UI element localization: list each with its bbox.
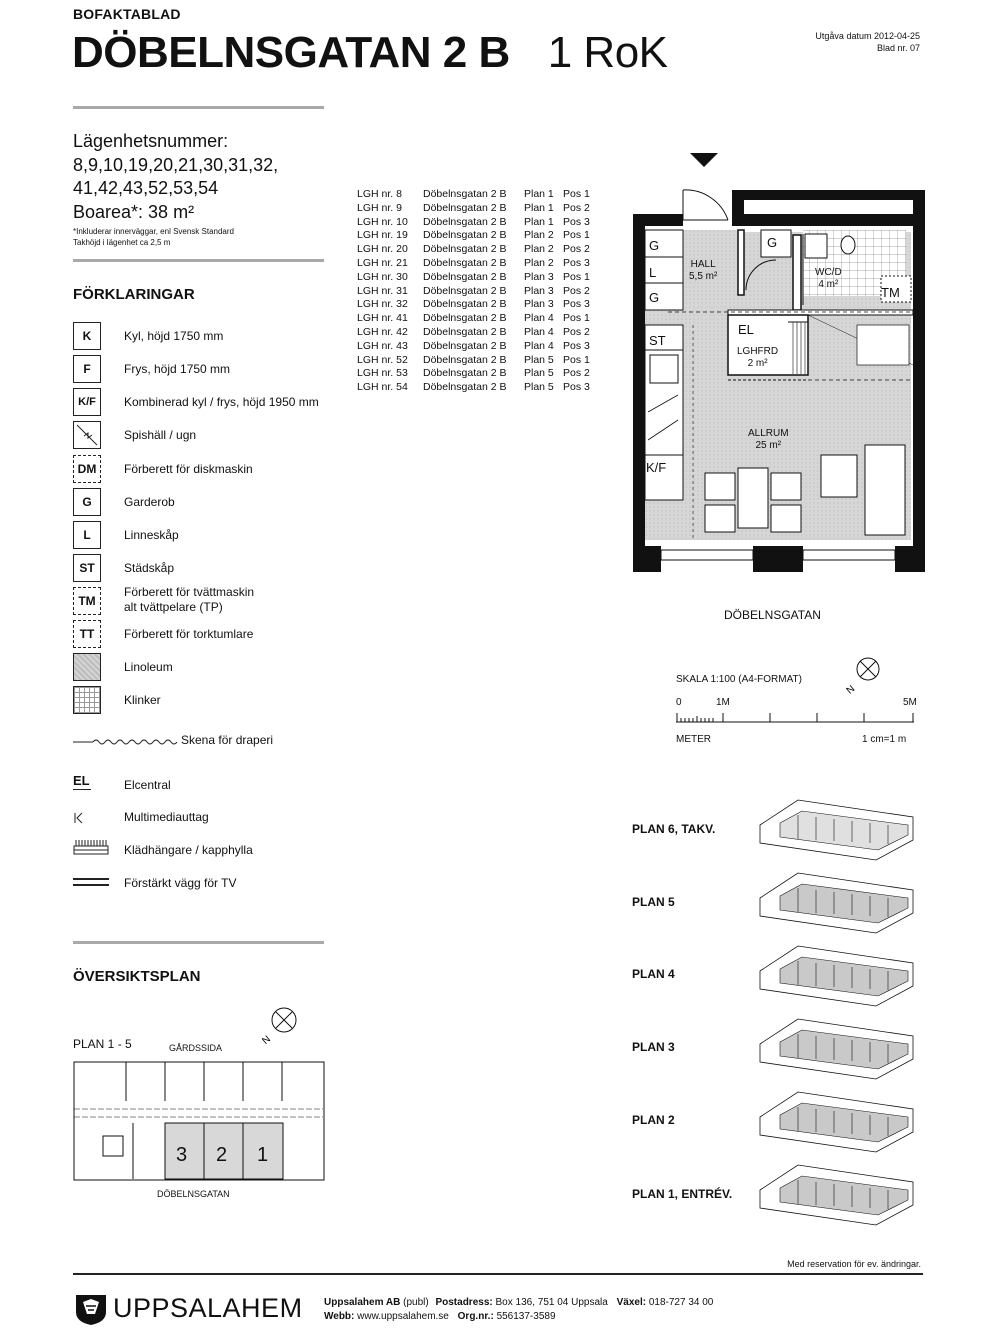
legend-code: TM <box>73 587 101 615</box>
apartment-list-row <box>357 285 590 299</box>
apartment-list-row <box>357 354 590 368</box>
apartment-list-pos: Pos 3 <box>563 298 590 311</box>
legend-title: FÖRKLARINGAR <box>73 286 195 303</box>
overview-street-label: DÖBELNSGATAN <box>157 1189 230 1199</box>
apartment-list-plan: Plan 4 <box>524 325 554 338</box>
elcentral-icon: EL <box>73 773 90 788</box>
apartment-list-pos: Pos 2 <box>563 325 590 338</box>
apartment-list-pos: Pos 1 <box>563 188 590 200</box>
scale-unit: METER <box>676 734 711 745</box>
legend-code: ST <box>73 554 101 582</box>
scale-zero: 0 <box>676 697 682 708</box>
apartment-list-pos: Pos 3 <box>563 215 590 228</box>
apartment-list-address: Döbelnsgatan 2 B <box>423 339 507 352</box>
apartment-list-pos: Pos 1 <box>563 353 590 366</box>
apartment-area: Boarea*: 38 m² <box>73 201 195 222</box>
sheet-number: Blad nr. 07 <box>876 43 920 53</box>
apartment-list-address: Döbelnsgatan 2 B <box>423 270 507 283</box>
apartment-info <box>73 130 278 224</box>
apartment-list-nr: LGH nr. 32 <box>357 298 408 311</box>
north-arrow-icon <box>846 653 886 698</box>
apartment-list-nr: LGH nr. 30 <box>357 270 408 283</box>
scale-bar <box>676 710 916 729</box>
reservation-note: Med reservation för ev. ändringar. <box>787 1259 921 1269</box>
apartment-list-plan: Plan 3 <box>524 298 554 311</box>
apartment-list-nr: LGH nr. 10 <box>357 215 408 228</box>
apartment-list-pos: Pos 2 <box>563 284 590 297</box>
scale-ratio: 1 cm=1 m <box>862 734 907 745</box>
hall-area: 5,5 m² <box>689 271 718 282</box>
apartment-list-row <box>357 312 590 326</box>
wc-name: WC/D <box>815 267 842 278</box>
legend-text: Spishäll / ugn <box>124 428 197 442</box>
plan-code-g: G <box>649 290 660 305</box>
legend-item-l <box>73 521 179 549</box>
uppsalahem-logo-icon <box>73 1292 109 1331</box>
apartment-list-row <box>357 340 590 354</box>
legend-text: Frys, höjd 1750 mm <box>124 362 231 376</box>
tv-wall-icon <box>73 878 109 886</box>
lghfrd-area: 2 m² <box>747 358 768 369</box>
floor-block <box>760 800 913 860</box>
apartment-list-row <box>357 257 590 271</box>
apartment-list-row <box>357 243 590 257</box>
apartment-list-row <box>357 216 590 230</box>
apartment-list-row <box>357 326 590 340</box>
legend-item-f <box>73 355 231 383</box>
divider <box>73 941 324 944</box>
apartment-list-address: Döbelnsgatan 2 B <box>423 284 507 297</box>
floor-label-2: PLAN 2 <box>632 1113 675 1127</box>
legend-text: Förberett för torktumlare <box>124 627 254 641</box>
scale-one: 1M <box>716 697 730 708</box>
overview-title: ÖVERSIKTSPLAN <box>73 968 201 985</box>
divider <box>73 106 324 109</box>
apartment-list-nr: LGH nr. 8 <box>357 188 402 200</box>
floor-label-5: PLAN 5 <box>632 895 675 909</box>
floor-block <box>760 1092 913 1152</box>
floor-isometric-stack <box>758 795 923 1220</box>
legend-text-line1: Förberett för tvättmaskin <box>124 585 255 599</box>
apartment-list-address: Döbelnsgatan 2 B <box>423 298 507 311</box>
issue-info <box>815 30 920 54</box>
courtyard-label: GÅRDSSIDA <box>169 1043 223 1053</box>
apartment-list-plan: Plan 1 <box>524 188 554 200</box>
apartment-list-address: Döbelnsgatan 2 B <box>423 353 507 366</box>
apartment-list-plan: Plan 2 <box>524 243 554 256</box>
legend-code: L <box>73 521 101 549</box>
page-title <box>72 28 668 78</box>
wc-area: 4 m² <box>818 279 839 290</box>
footer-org-label: Org.nr.: <box>457 1311 494 1322</box>
legend-item-tt <box>73 620 254 648</box>
legend-text: Garderob <box>124 495 175 509</box>
apartment-list-row <box>357 298 590 312</box>
floor-block <box>760 1165 913 1225</box>
apartment-numbers-line2: 41,42,43,52,53,54 <box>73 178 219 198</box>
hall-label <box>689 259 717 283</box>
apartment-list-plan: Plan 1 <box>524 201 554 214</box>
footer-contact <box>324 1296 713 1324</box>
apartment-list-address: Döbelnsgatan 2 B <box>423 367 507 380</box>
floor-label-4: PLAN 4 <box>632 967 675 981</box>
floor-label-6: PLAN 6, TAKV. <box>632 822 716 836</box>
apartment-list-nr: LGH nr. 21 <box>357 256 408 269</box>
legend-item-dm <box>73 455 253 483</box>
apartment-list-nr: LGH nr. 42 <box>357 325 408 338</box>
scale-five: 5M <box>903 697 917 708</box>
floor-plan <box>633 150 925 580</box>
apartment-list-row <box>357 202 590 216</box>
apartment-list-plan: Plan 5 <box>524 367 554 380</box>
apartment-list-plan: Plan 3 <box>524 284 554 297</box>
area-notes <box>73 226 234 248</box>
legend-text: Skena för draperi <box>181 733 274 747</box>
apartment-list-pos: Pos 2 <box>563 243 590 256</box>
plan-code-kf: K/F <box>646 460 667 475</box>
apartment-list-pos: Pos 2 <box>563 367 590 380</box>
legend-item-tm <box>73 585 255 615</box>
legend-text: Klädhängare / kapphylla <box>124 843 253 857</box>
legend-text: Förberett för diskmaskin <box>124 462 253 476</box>
plan-code-l: L <box>649 265 657 280</box>
apartment-numbers-label: Lägenhetsnummer: <box>73 131 229 151</box>
footer-postal-label: Postadress: <box>435 1297 493 1308</box>
apartment-list-plan: Plan 5 <box>524 381 554 394</box>
apartment-list-plan: Plan 2 <box>524 256 554 269</box>
apartment-list-row <box>357 188 590 202</box>
legend-item-kf <box>73 388 319 416</box>
floor-block <box>760 1019 913 1079</box>
apartment-list-address: Döbelnsgatan 2 B <box>423 243 507 256</box>
allrum-name: ALLRUM <box>748 428 789 439</box>
multimedia-icon <box>73 811 85 829</box>
wc-label <box>815 267 842 291</box>
apartment-list-row <box>357 367 590 381</box>
apartment-list-plan: Plan 1 <box>524 215 554 228</box>
legend-code: TT <box>73 620 101 648</box>
footer-postal: Box 136, 751 04 Uppsala <box>495 1297 608 1308</box>
apartment-list-pos: Pos 1 <box>563 229 590 242</box>
legend-item-stove <box>73 421 197 449</box>
apartment-list-plan: Plan 3 <box>524 270 554 283</box>
footer-phone: 018-727 34 00 <box>648 1297 714 1308</box>
legend-text: Städskåp <box>124 561 175 575</box>
drape-rail-icon <box>73 734 175 752</box>
legend-text: Klinker <box>124 693 161 707</box>
apartment-list-pos: Pos 3 <box>563 381 590 394</box>
height-note: Takhöjd i lägenhet ca 2,5 m <box>73 238 171 247</box>
legend-item-st <box>73 554 175 582</box>
legend-text: Multimediauttag <box>124 810 209 824</box>
divider <box>73 259 324 262</box>
apartment-list-pos: Pos 1 <box>563 312 590 325</box>
apartment-list-nr: LGH nr. 43 <box>357 339 408 352</box>
apartment-list-pos: Pos 2 <box>563 201 590 214</box>
legend-item-k <box>73 322 224 350</box>
legend-text: Kombinerad kyl / frys, höjd 1950 mm <box>124 395 319 409</box>
footer-web-label: Webb: <box>324 1311 355 1322</box>
overview-map <box>73 1061 325 1186</box>
apartment-list-address: Döbelnsgatan 2 B <box>423 229 507 242</box>
apartment-list-plan: Plan 4 <box>524 312 554 325</box>
apartment-list-pos: Pos 3 <box>563 256 590 269</box>
apartment-list-plan: Plan 4 <box>524 339 554 352</box>
legend-code: K <box>73 322 101 350</box>
footer-phone-label: Växel: <box>616 1297 647 1308</box>
legend-text-line2: alt tvättpelare (TP) <box>124 600 223 614</box>
legend-text: Förstärkt vägg för TV <box>124 876 237 890</box>
linoleum-swatch <box>73 653 101 681</box>
floor-block <box>760 873 913 933</box>
plan-code-tm: TM <box>881 285 900 300</box>
apartment-list-nr: LGH nr. 19 <box>357 229 408 242</box>
plan-code-st: ST <box>649 333 666 348</box>
apartment-list-pos: Pos 3 <box>563 339 590 352</box>
scale-label: SKALA 1:100 (A4-FORMAT) <box>676 674 802 685</box>
legend-text <box>124 585 254 615</box>
eyebrow-label: BOFAKTABLAD <box>73 6 181 22</box>
legend-text: Kyl, höjd 1750 mm <box>124 329 224 343</box>
apartment-list-nr: LGH nr. 41 <box>357 312 408 325</box>
plan-street-label: DÖBELNSGATAN <box>724 608 821 622</box>
svg-text:N: N <box>260 1033 273 1047</box>
klinker-swatch <box>73 686 101 714</box>
apartment-list-address: Döbelnsgatan 2 B <box>423 325 507 338</box>
apartment-list-nr: LGH nr. 53 <box>357 367 408 380</box>
title-type: 1 RoK <box>547 28 668 77</box>
legend-code: DM <box>73 455 101 483</box>
overview-plan-label: PLAN 1 - 5 <box>73 1037 132 1051</box>
title-address: DÖBELNSGATAN 2 B <box>72 28 510 77</box>
overview-north-arrow-icon <box>256 1003 302 1052</box>
legend-code: G <box>73 488 101 516</box>
plan-code-g: G <box>767 235 778 250</box>
apartment-list-nr: LGH nr. 52 <box>357 353 408 366</box>
legend-code: K/F <box>73 388 101 416</box>
position-2: 2 <box>216 1144 228 1166</box>
footer-company: Uppsalahem AB <box>324 1297 401 1308</box>
legend-item-g <box>73 488 175 516</box>
legend-text: Linoleum <box>124 660 173 674</box>
footer-web-link[interactable]: www.uppsalahem.se <box>357 1311 449 1322</box>
floor-block <box>760 946 913 1006</box>
apartment-list-address: Döbelnsgatan 2 B <box>423 215 507 228</box>
allrum-area: 25 m² <box>755 440 782 451</box>
apartment-list-address: Döbelnsgatan 2 B <box>423 201 507 214</box>
apartment-list-row <box>357 381 590 395</box>
footer-company-type: (publ) <box>403 1297 429 1308</box>
apartment-list-nr: LGH nr. 20 <box>357 243 408 256</box>
apartment-list-row <box>357 229 590 243</box>
footer-divider <box>73 1273 923 1275</box>
footer-org: 556137-3589 <box>496 1311 556 1322</box>
lghfrd-label <box>737 346 778 370</box>
svg-text:N: N <box>844 683 858 697</box>
position-3: 3 <box>176 1144 188 1166</box>
legend-text: Elcentral <box>124 778 171 792</box>
footer-logo-text: UPPSALAHEM <box>113 1293 303 1323</box>
apartment-list-pos: Pos 1 <box>563 270 590 283</box>
issue-date: Utgåva datum 2012-04-25 <box>815 31 920 41</box>
legend-code: F <box>73 355 101 383</box>
stove-icon <box>73 421 101 449</box>
apartment-numbers-line1: 8,9,10,19,20,21,30,31,32, <box>73 154 279 175</box>
entrance-arrow-icon <box>690 153 718 167</box>
legend-item-klinker <box>73 686 161 714</box>
floor-label-1: PLAN 1, ENTRÉV. <box>632 1187 733 1201</box>
plan-code-el: EL <box>738 322 754 337</box>
apartment-list-nr: LGH nr. 31 <box>357 284 408 297</box>
apartment-list-plan: Plan 5 <box>524 353 554 366</box>
apartment-list-address: Döbelnsgatan 2 B <box>423 312 507 325</box>
allrum-label <box>748 428 789 452</box>
plan-code-g: G <box>649 238 660 253</box>
position-1: 1 <box>257 1144 269 1166</box>
floor-label-3: PLAN 3 <box>632 1040 675 1054</box>
apartment-list-plan: Plan 2 <box>524 229 554 242</box>
legend-item-linoleum <box>73 653 173 681</box>
apartment-list-nr: LGH nr. 9 <box>357 201 402 214</box>
apartment-list-address: Döbelnsgatan 2 B <box>423 188 507 200</box>
hall-name: HALL <box>690 259 716 270</box>
lghfrd-name: LGHFRD <box>737 346 779 357</box>
apartment-list-row <box>357 271 590 285</box>
apartment-list-address: Döbelnsgatan 2 B <box>423 381 507 394</box>
apartment-list-address: Döbelnsgatan 2 B <box>423 256 507 269</box>
hanger-icon <box>73 838 109 861</box>
area-note: *Inkluderar innerväggar, enl Svensk Standard <box>73 227 234 236</box>
apartment-list-nr: LGH nr. 54 <box>357 381 408 394</box>
legend-text: Linneskåp <box>124 528 179 542</box>
apartment-list <box>357 188 590 395</box>
